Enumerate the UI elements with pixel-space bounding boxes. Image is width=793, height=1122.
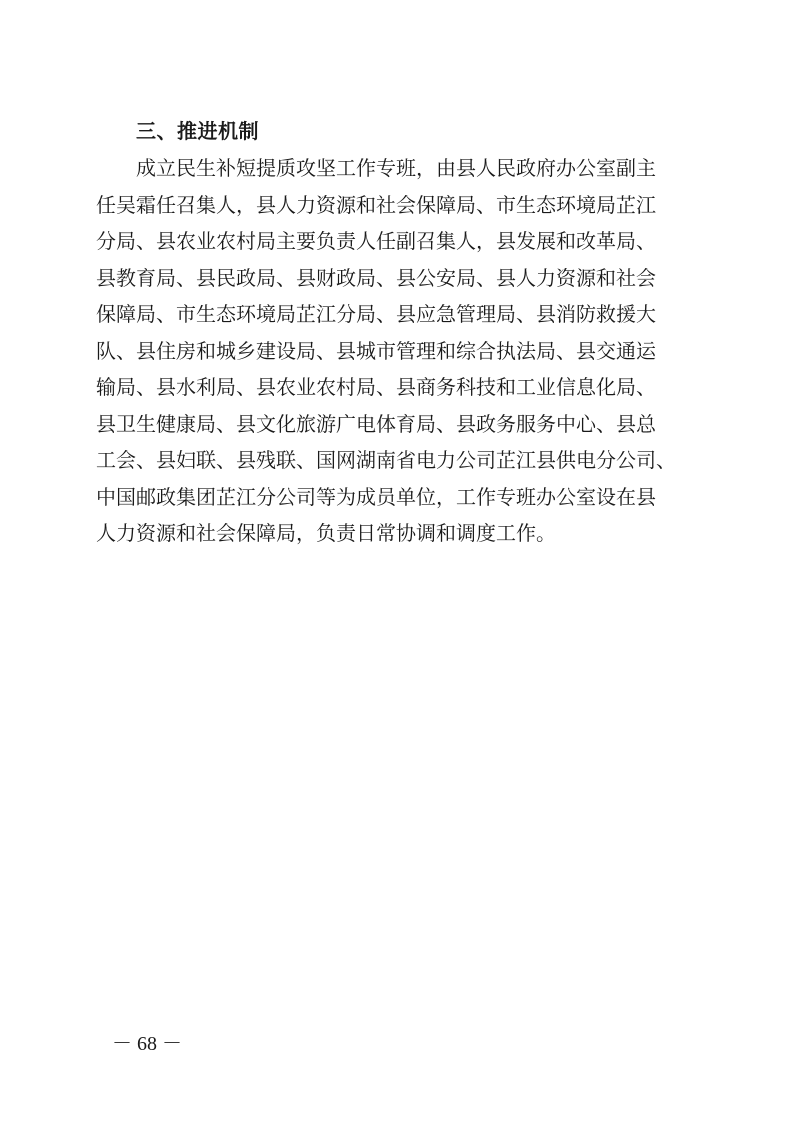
body-line: 成立民生补短提质攻坚工作专班，由县人民政府办公室副主 — [136, 156, 656, 180]
body-line: 人力资源和社会保障局，负责日常协调和调度工作。 — [96, 521, 556, 545]
section-body — [96, 150, 706, 552]
body-line: 工会、县妇联、县残联、国网湖南省电力公司芷江县供电分公司、 — [96, 448, 676, 472]
section-heading: 三、推进机制 — [136, 119, 259, 143]
body-line: 县教育局、县民政局、县财政局、县公安局、县人力资源和社会 — [96, 265, 656, 290]
body-line: 保障局、市生态环境局芷江分局、县应急管理局、县消防救援大 — [96, 302, 656, 326]
body-line: 输局、县水利局、县农业农村局、县商务科技和工业信息化局、 — [96, 375, 656, 399]
page-number: － 68 － — [112, 1033, 182, 1055]
body-line: 中国邮政集团芷江分公司等为成员单位，工作专班办公室设在县 — [96, 484, 656, 509]
body-line: 队、县住房和城乡建设局、县城市管理和综合执法局、县交通运 — [96, 338, 656, 363]
body-line: 任吴霜任召集人，县人力资源和社会保障局、市生态环境局芷江 — [96, 192, 656, 217]
body-line: 分局、县农业农村局主要负责人任副召集人，县发展和改革局、 — [96, 229, 656, 253]
body-line: 县卫生健康局、县文化旅游广电体育局、县政务服务中心、县总 — [96, 411, 656, 436]
